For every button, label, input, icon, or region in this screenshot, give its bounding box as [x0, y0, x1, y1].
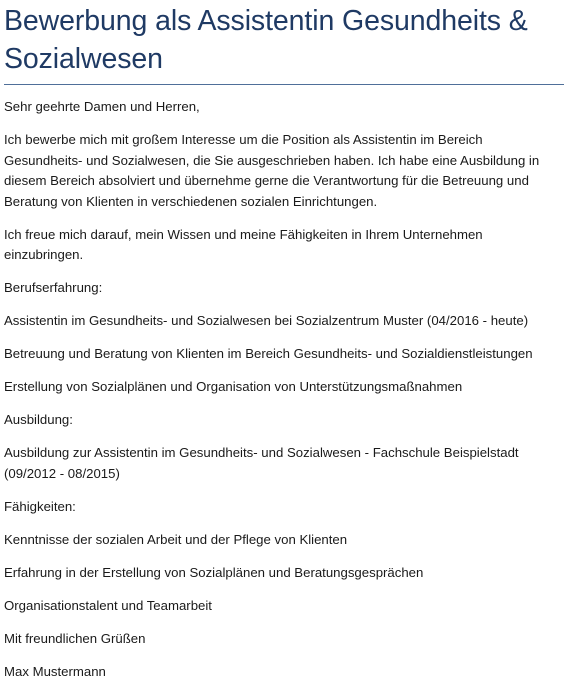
skills-item: Erfahrung in der Erstellung von Sozialplänen und Beratungsgesprächen [4, 563, 564, 584]
experience-item: Erstellung von Sozialplänen und Organisation von Unterstützungsmaßnahmen [4, 377, 564, 398]
letter-body [4, 97, 564, 682]
skills-item: Organisationstalent und Teamarbeit [4, 596, 564, 617]
intro-paragraph: Ich bewerbe mich mit großem Interesse um die Position als Assistentin im Bereich Gesundheits- und Sozialwesen, die Sie ausgeschrieben haben. Ich habe eine Ausbildung in diesem Bereich absolviert und übernehme gerne die Verantwortung für die Betreuung und Beratung von Klienten in verschiedenen sozialen Einrichtungen. [4, 130, 564, 212]
salutation: Sehr geehrte Damen und Herren, [4, 97, 564, 118]
skills-item: Kenntnisse der sozialen Arbeit und der Pflege von Klienten [4, 530, 564, 551]
skills-heading: Fähigkeiten: [4, 497, 564, 518]
title-divider [4, 84, 564, 85]
motivation-paragraph: Ich freue mich darauf, mein Wissen und meine Fähigkeiten in Ihrem Unternehmen einzubringen. [4, 225, 564, 266]
document-title: Bewerbung als Assistentin Gesundheits & Sozialwesen [4, 0, 564, 78]
experience-item: Betreuung und Beratung von Klienten im Bereich Gesundheits- und Sozialdienstleistungen [4, 344, 564, 365]
signature-name: Max Mustermann [4, 662, 564, 682]
experience-item: Assistentin im Gesundheits- und Sozialwesen bei Sozialzentrum Muster (04/2016 - heute) [4, 311, 564, 332]
education-heading: Ausbildung: [4, 410, 564, 431]
experience-heading: Berufserfahrung: [4, 278, 564, 299]
education-item: Ausbildung zur Assistentin im Gesundheits- und Sozialwesen - Fachschule Beispielstadt (09/2012 - 08/2015) [4, 443, 564, 484]
closing-line: Mit freundlichen Grüßen [4, 629, 564, 650]
